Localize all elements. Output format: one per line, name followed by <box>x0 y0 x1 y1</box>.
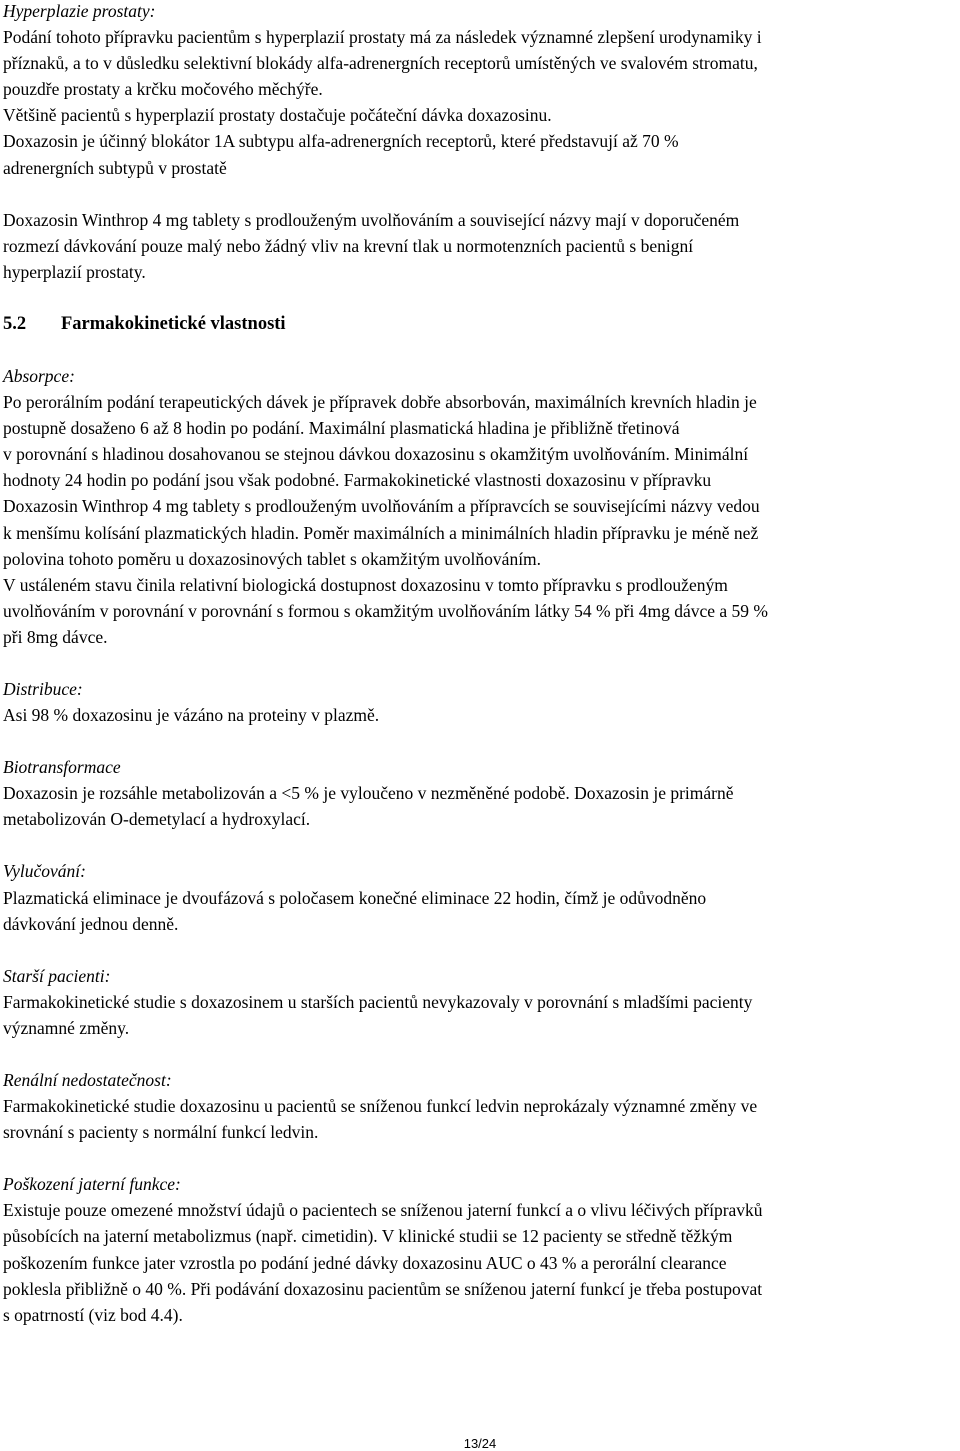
text-line: Asi 98 % doxazosinu je vázáno na proteiny v plazmě. <box>3 705 380 726</box>
text-line: metabolizován O-demetylací a hydroxylací. <box>3 809 311 830</box>
paragraph <box>3 389 958 650</box>
paragraph <box>3 702 958 728</box>
paragraph <box>3 1197 958 1327</box>
section-title <box>3 311 958 337</box>
paragraph <box>3 885 958 937</box>
text-line: Existuje pouze omezené množství údajů o pacientech se sníženou jaterní funkcí a o vlivu léčivých přípravků <box>3 1200 763 1221</box>
text-line: Farmakokinetické studie s doxazosinem u starších pacientů nevykazovaly v porovnání s mladšími pacienty <box>3 991 753 1012</box>
text-line: k menšímu kolísání plazmatických hladin. Poměr maximálních a minimálních hladin přípravku je méně než <box>3 522 759 543</box>
paragraph <box>3 1093 958 1145</box>
page-number: 13/24 <box>463 1436 497 1451</box>
text-line: s opatrností (viz bod 4.4). <box>3 1304 183 1325</box>
text-line: dávkování jednou denně. <box>3 913 179 934</box>
text-line: postupně dosaženo 6 až 8 hodin po podání. Maximální plasmatická hladina je přibližně třetinová <box>3 418 680 439</box>
text-line: Doxazosin Winthrop 4 mg tablety s prodlouženým uvolňováním a přípravcích se souvisejícími názvy vedou <box>3 496 760 517</box>
subsection-heading: Hyperplazie prostaty: <box>3 1 156 21</box>
subsection-heading: Starší pacienti: <box>3 965 111 986</box>
subsection-heading: Vylučování: <box>3 861 86 882</box>
text-line: polovina tohoto poměru u doxazosinových tablet s okamžitým uvolňováním. <box>3 548 542 569</box>
text-line: poklesla přibližně o 40 %. Při podávání doxazosinu pacientům se sníženou jaterní funkcí je třeba postupovat <box>3 1278 763 1299</box>
paragraph-gap <box>3 832 958 858</box>
text-line: srovnání s pacienty s normální funkcí ledvin. <box>3 1122 319 1143</box>
text-line: uvolňováním v porovnání v porovnání s formou s okamžitým uvolňováním látky 54 % při 4mg dávce a 59 % <box>3 600 769 621</box>
text-line: pouzdře prostaty a krčku močového měchýře. <box>3 79 323 100</box>
text-line: Podání tohoto přípravku pacientům s hyperplazií prostaty má za následek významné zlepšení urodynamiky i <box>3 27 762 48</box>
subsection-heading: Distribuce: <box>3 678 83 699</box>
text-line: hyperplazií prostaty. <box>3 261 146 282</box>
paragraph-gap <box>3 1041 958 1067</box>
text-line: hodnoty 24 hodin po podání jsou však podobné. Farmakokinetické vlastnosti doxazosinu v přípravku <box>3 470 712 491</box>
text-line: v porovnání s hladinou dosahovanou se stejnou dávkou doxazosinu s okamžitým uvolňováním. Minimální <box>3 444 749 465</box>
subsection-heading: Absorpce: <box>3 365 75 386</box>
text-line: působících na jaterní metabolizmus (např. cimetidin). V klinické studii se 12 pacienty se středně těžkým <box>3 1226 733 1247</box>
paragraph <box>3 24 958 181</box>
text-line: adrenergních subtypů v prostatě <box>3 157 227 178</box>
paragraph-gap <box>3 181 958 207</box>
paragraph <box>3 989 958 1041</box>
text-line: při 8mg dávce. <box>3 626 108 647</box>
paragraph-gap <box>3 937 958 963</box>
paragraph <box>3 207 958 285</box>
text-line: příznaků, a to v důsledku selektivní blokády alfa-adrenergních receptorů umístěných ve svalovém stromatu, <box>3 53 758 74</box>
section-title-text: Farmakokinetické vlastnosti <box>61 313 286 334</box>
paragraph <box>3 780 958 832</box>
paragraph-gap <box>3 337 958 363</box>
text-line: Doxazosin je rozsáhle metabolizován a <5 % je vyloučeno v nezměněné podobě. Doxazosin je primárně <box>3 783 734 804</box>
text-line: Doxazosin je účinný blokátor 1A subtypu alfa-adrenergních receptorů, které představují až 70 % <box>3 131 679 152</box>
document-body <box>3 0 958 1328</box>
text-line: významné změny. <box>3 1017 130 1038</box>
text-line: Farmakokinetické studie doxazosinu u pacientů se sníženou funkcí ledvin neprokázaly významné změny ve <box>3 1096 758 1117</box>
text-line: V ustáleném stavu činila relativní biologická dostupnost doxazosinu v tomto přípravku s prodlouženým <box>3 574 728 595</box>
text-line: Po perorálním podání terapeutických dávek je přípravek dobře absorbován, maximálních krevních hladin je <box>3 392 757 413</box>
text-line: Doxazosin Winthrop 4 mg tablety s prodlouženým uvolňováním a související názvy mají v doporučeném <box>3 209 740 230</box>
paragraph-gap <box>3 728 958 754</box>
text-line: Plazmatická eliminace je dvoufázová s poločasem konečné eliminace 22 hodin, čímž je odůvodněno <box>3 887 707 908</box>
subsection-heading: Biotransformace <box>3 757 121 778</box>
text-line: Většině pacientů s hyperplazií prostaty dostačuje počáteční dávka doxazosinu. <box>3 105 552 126</box>
paragraph-gap <box>3 1145 958 1171</box>
text-line: poškozením funkce jater vzrostla po podání jedné dávky doxazosinu AUC o 43 % a perorální clearance <box>3 1252 727 1273</box>
text-line: rozmezí dávkování pouze malý nebo žádný vliv na krevní tlak u normotenzních pacientů s benigní <box>3 235 694 256</box>
subsection-heading: Poškození jaterní funkce: <box>3 1174 181 1195</box>
section-number: 5.2 <box>3 313 27 334</box>
subsection-heading: Renální nedostatečnost: <box>3 1070 172 1090</box>
paragraph-gap <box>3 285 958 311</box>
paragraph-gap <box>3 650 958 676</box>
